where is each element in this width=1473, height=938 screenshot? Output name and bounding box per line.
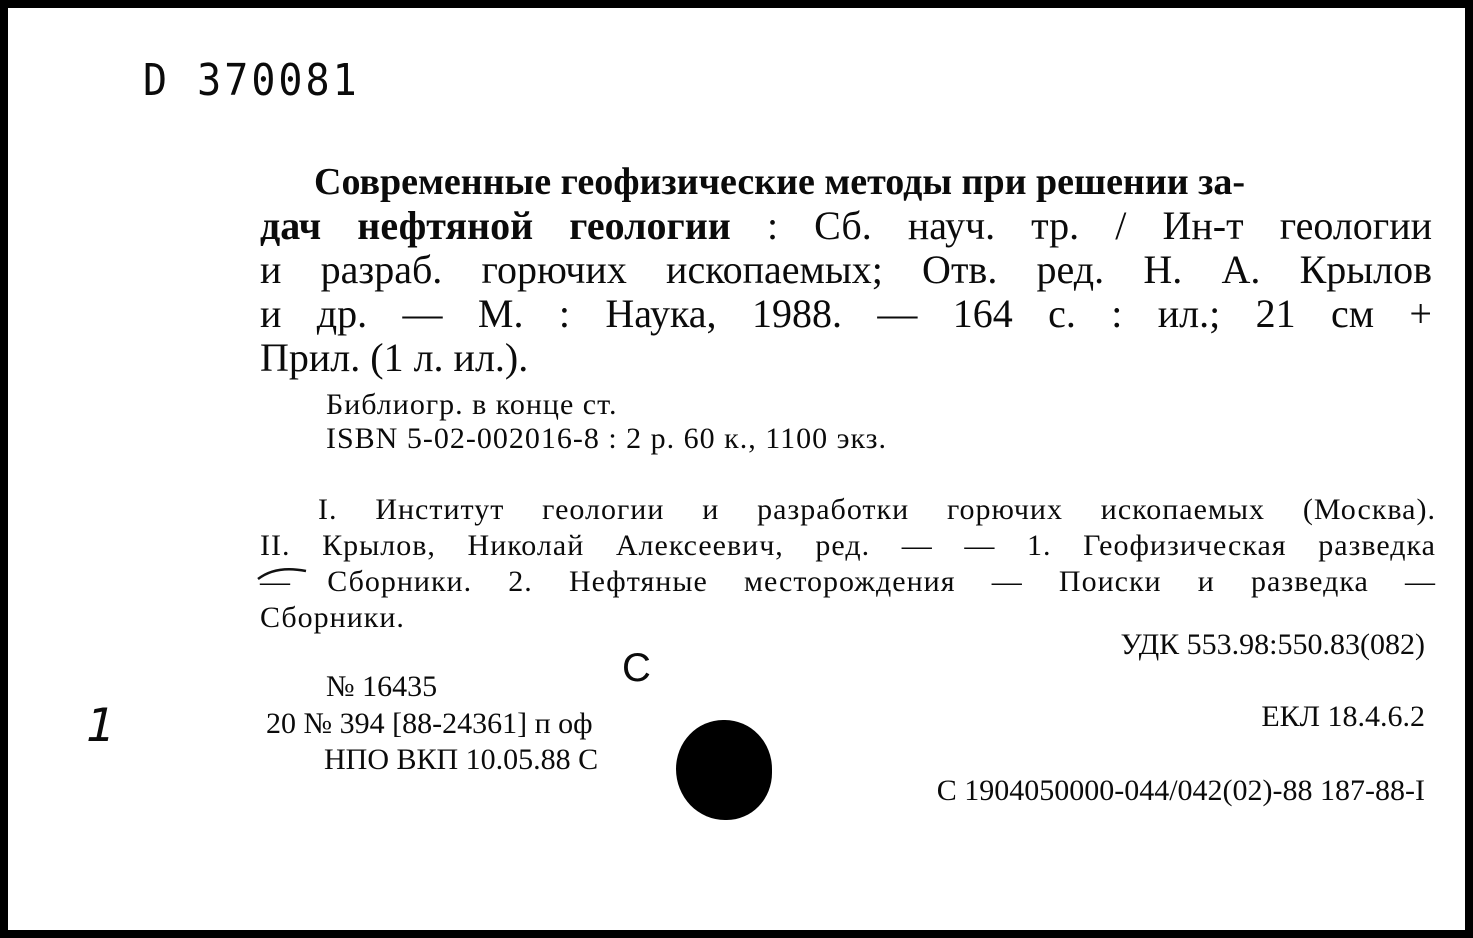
title-continuation: дач нефтяной геологии [260, 203, 731, 248]
tracing-line-4: Сборники. [260, 601, 405, 634]
bbk-code: С 1904050000-044/042(02)-88 187-88-I [936, 774, 1425, 807]
handwritten-inventory-number: D 370081 [143, 56, 360, 106]
ekl-code: ЕКЛ 18.4.6.2 [1261, 700, 1425, 733]
title-line-1: Современные геофизические методы при решении за- [314, 161, 1246, 203]
description-line-1 [260, 204, 1432, 248]
catalog-card [8, 8, 1465, 930]
print-info-line-2: НПО ВКП 10.05.88 С [324, 743, 599, 776]
description-line-3: и др. — М. : Наука, 1988. — 164 с. : ил.; 21 см + [260, 291, 1432, 336]
tracing-line-1: I. Институт геологии и разработки горючих ископаемых (Москва). [318, 493, 1436, 526]
description-line-2: и разраб. горючих ископаемых; Отв. ред. Н. А. Крылов [260, 247, 1432, 292]
print-info-line-1: 20 № 394 [88-24361] п оф [266, 707, 593, 740]
handwritten-underline-mark [256, 563, 312, 583]
tracings-block [260, 492, 1436, 636]
description-line-1-rest: : Сб. науч. тр. / Ин-т геологии [730, 203, 1433, 248]
tracing-line-2: II. Крылов, Николай Алексеевич, ред. — — 1. Геофизическая разведка [260, 529, 1436, 562]
udk-code: УДК 553.98:550.83(082) [1120, 628, 1425, 661]
card-punch-hole [676, 720, 772, 820]
card-number: № 16435 [326, 670, 438, 703]
handwritten-margin-mark: 1 [80, 698, 122, 752]
print-info [266, 706, 598, 778]
bibliographic-description [260, 204, 1432, 380]
bibliography-note: Библиогр. в конце ст. [326, 388, 618, 421]
class-letter: С [622, 646, 651, 690]
isbn-price-note: ISBN 5-02-002016-8 : 2 р. 60 к., 1100 экз. [326, 422, 888, 455]
tracing-line-3: — Сборники. 2. Нефтяные месторождения — Поиски и разведка — [260, 565, 1436, 598]
notes-block [326, 388, 887, 456]
description-line-4: Прил. (1 л. ил.). [260, 335, 529, 380]
